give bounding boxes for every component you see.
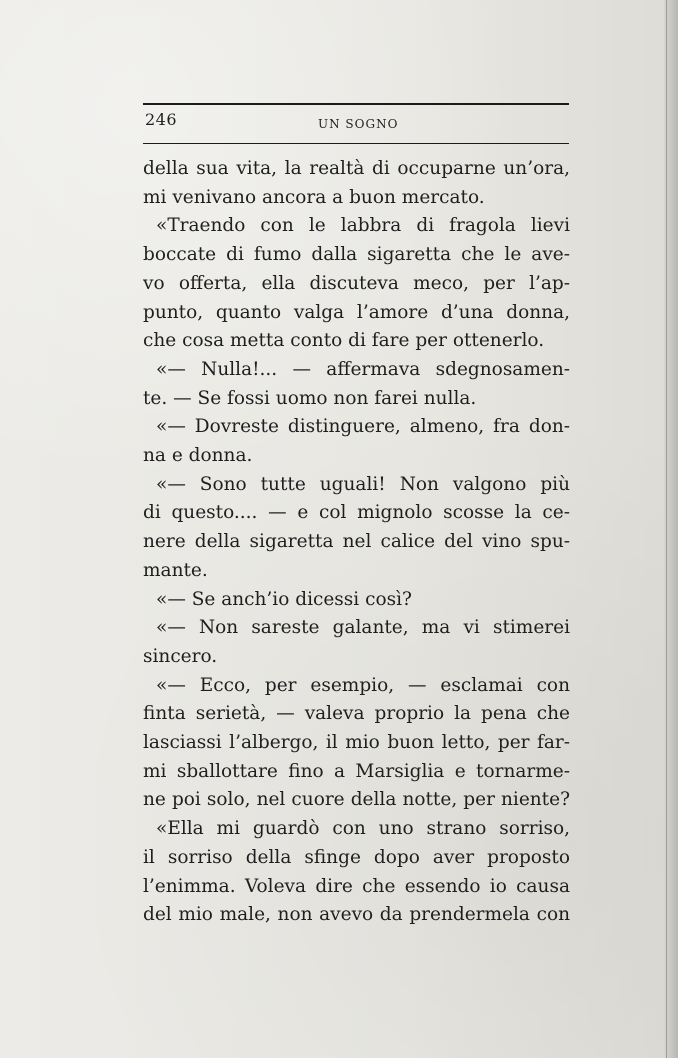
body-text bbox=[143, 155, 570, 930]
header-rule-bottom bbox=[143, 143, 569, 144]
text-line-8: «— Nulla!... — affermava sdegnosamen- bbox=[156, 358, 570, 380]
text-line-22: mi sballottare fino a Marsiglia e tornarme- bbox=[143, 760, 570, 782]
text-line-1: della sua vita, la realtà di occuparne un’ora, bbox=[143, 158, 570, 179]
header-rule-top bbox=[143, 103, 569, 105]
text-line-17: «— Non sareste galante, ma vi stimerei bbox=[156, 617, 570, 639]
text-line-16: «— Se anch’io dicessi così? bbox=[156, 588, 412, 610]
text-line-18: sincero. bbox=[143, 645, 218, 667]
text-line-19: «— Ecco, per esempio, — esclamai con bbox=[156, 674, 570, 696]
text-line-26: l’enimma. Voleva dire che essendo io causa bbox=[143, 875, 570, 897]
text-line-13: di questo.... — e col mignolo scosse la ce- bbox=[143, 502, 570, 524]
running-title: UN SOGNO bbox=[318, 117, 399, 131]
text-line-2: mi venivano ancora a buon mercato. bbox=[143, 186, 485, 208]
text-line-7: che cosa metta conto di fare per ottenerlo. bbox=[143, 330, 545, 352]
text-line-3: «Traendo con le labbra di fragola lievi bbox=[156, 215, 570, 237]
text-line-25: il sorriso della sfinge dopo aver proposto bbox=[143, 846, 570, 868]
text-line-15: mante. bbox=[143, 559, 208, 581]
text-line-12: «— Sono tutte uguali! Non valgono più bbox=[156, 473, 570, 495]
text-line-20: finta serietà, — valeva proprio la pena che bbox=[143, 703, 570, 725]
text-line-24: «Ella mi guardò con uno strano sorriso, bbox=[156, 818, 570, 840]
text-line-21: lasciassi l’albergo, il mio buon letto, per far- bbox=[143, 732, 570, 754]
text-line-6: punto, quanto valga l’amore d’una donna, bbox=[143, 301, 570, 323]
page-edge bbox=[664, 0, 678, 1058]
text-line-14: nere della sigaretta nel calice del vino spu- bbox=[143, 531, 570, 553]
text-line-27: del mio male, non avevo da prendermela con bbox=[143, 904, 570, 926]
text-line-9: te. — Se fossi uomo non farei nulla. bbox=[143, 387, 477, 409]
text-line-4: boccate di fumo dalla sigaretta che le ave- bbox=[143, 244, 570, 266]
text-line-5: vo offerta, ella discuteva meco, per l’ap- bbox=[143, 272, 570, 294]
page-number: 246 bbox=[145, 110, 178, 129]
text-line-11: na e donna. bbox=[143, 445, 253, 467]
text-line-10: «— Dovreste distinguere, almeno, fra don- bbox=[156, 416, 570, 438]
text-line-23: ne poi solo, nel cuore della notte, per niente? bbox=[143, 789, 570, 811]
